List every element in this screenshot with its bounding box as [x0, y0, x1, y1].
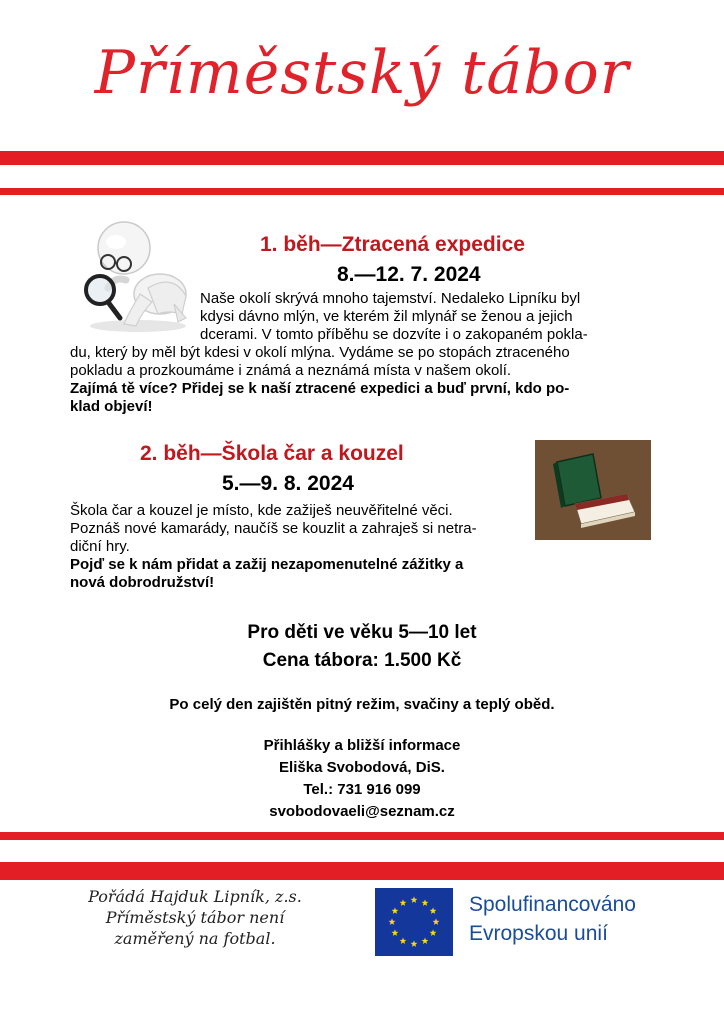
- contact-phone: Tel.: 731 916 099: [303, 781, 421, 798]
- run1-line-1: Naše okolí skrývá mnoho tajemství. Nedaleko Lipníku byl: [200, 290, 581, 307]
- eu-line-1: Spolufinancováno: [469, 893, 636, 916]
- run2-line-1: Škola čar a kouzel je místo, kde zažiješ neuvěřitelné věci.: [70, 502, 453, 519]
- organizer-note: [30, 886, 360, 949]
- eu-cofinancing: [375, 884, 675, 960]
- services-info: Po celý den zajištěn pitný režim, svačiny a teplý oběd.: [169, 696, 555, 713]
- top-stripe-1: [0, 151, 724, 165]
- magnifier-figure-icon: [78, 218, 196, 336]
- organizer-line-3: zaměřený na fotbal.: [114, 929, 276, 948]
- bottom-stripe-1: [0, 832, 724, 840]
- age-info: Pro děti ve věku 5—10 let: [247, 622, 477, 643]
- eu-flag-icon: [375, 888, 453, 956]
- run1-heading: 1. běh—Ztracená expedice: [260, 233, 525, 256]
- books-icon: [535, 440, 651, 540]
- organizer-line-2: Příměstský tábor není: [105, 908, 285, 927]
- contact-heading: Přihlášky a bližší informace: [263, 737, 461, 754]
- run1-call-1: Zajímá tě více? Přidej se k naší ztracené expedici a buď první, kdo po-: [70, 380, 570, 397]
- run2-call-1: Pojď se k nám přidat a zažij nezapomenutelné zážitky a: [70, 556, 464, 573]
- price-info: Cena tábora: 1.500 Kč: [262, 650, 462, 671]
- run1-line-4: du, který by měl být kdesi v okolí mlýna. Vydáme se po stopách ztraceného: [70, 344, 570, 361]
- run1-line-3: dcerami. V tomto příběhu se dozvíte i o zakopaném pokla-: [200, 326, 588, 343]
- run2-line-3: diční hry.: [70, 538, 130, 555]
- bottom-stripe-2: [0, 862, 724, 880]
- top-stripe-2: [0, 188, 724, 195]
- contact-name: Eliška Svobodová, DiS.: [279, 759, 445, 776]
- contact-email[interactable]: svobodovaeli@seznam.cz: [269, 803, 455, 820]
- organizer-line-1: Pořádá Hajduk Lipník, z.s.: [88, 887, 302, 906]
- run2-line-2: Poznáš nové kamarády, naučíš se kouzlit a zahraješ si netra-: [70, 520, 477, 537]
- run1-line-2: kdysi dávno mlýn, ve kterém žil mlynář se ženou a jejich: [200, 308, 573, 325]
- run1-dates: 8.—12. 7. 2024: [337, 263, 481, 286]
- run2-heading: 2. běh—Škola čar a kouzel: [140, 442, 404, 465]
- run1-line-5: pokladu a prozkoumáme i známá a neznámá místa v našem okolí.: [70, 362, 512, 379]
- run2-call-2: nová dobrodružství!: [70, 574, 215, 591]
- page-title: Příměstský tábor: [94, 38, 630, 108]
- eu-line-2: Evropskou unií: [469, 922, 608, 945]
- run1-call-2: klad objeví!: [70, 398, 153, 415]
- run2-dates: 5.—9. 8. 2024: [222, 472, 354, 495]
